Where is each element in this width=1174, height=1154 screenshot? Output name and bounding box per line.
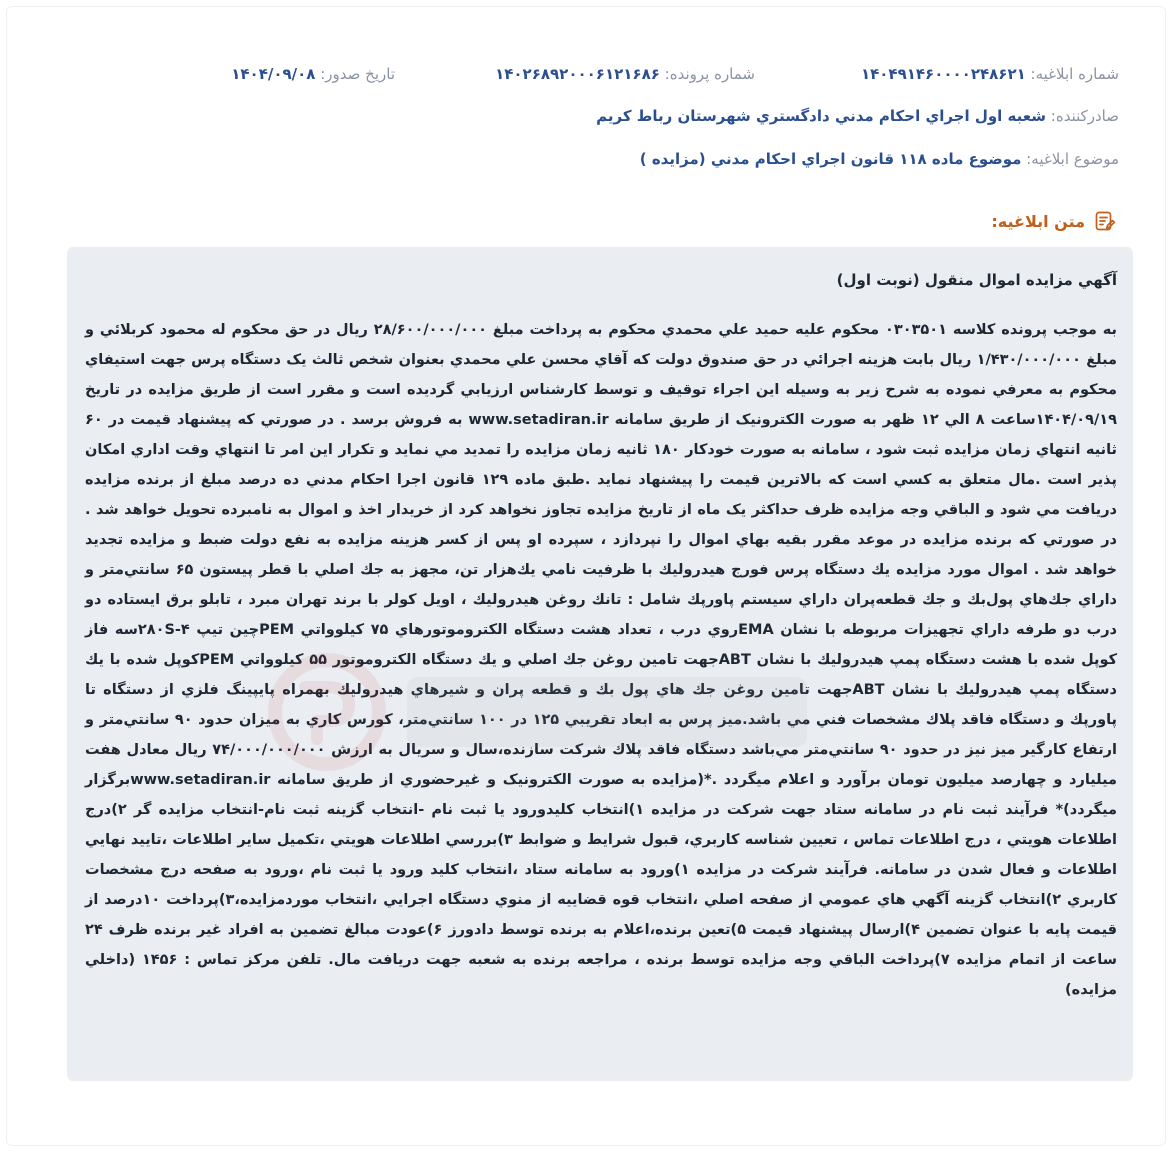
notice-number-field xyxy=(861,65,1119,83)
issue-date-field xyxy=(231,65,395,83)
case-number-field xyxy=(495,65,755,83)
notice-number-label: شماره ابلاغيه: xyxy=(1030,65,1119,83)
notice-title: آگهي مزايده اموال منقول (نوبت اول) xyxy=(836,271,1117,289)
subject-field xyxy=(640,150,1119,168)
notice-number-value: ۱۴۰۴۹۱۴۶۰۰۰۰۲۴۸۶۲۱ xyxy=(860,65,1026,83)
notice-body-panel xyxy=(67,247,1133,1081)
issuer-value: شعبه اول اجراي احکام مدني دادگستري شهرستان رباط کريم xyxy=(596,107,1046,125)
case-number-value: ۱۴۰۲۶۸۹۲۰۰۰۶۱۲۱۶۸۶ xyxy=(495,65,660,83)
subject-value: موضوع ماده ۱۱۸ قانون اجراي احکام مدني (مزايده ) xyxy=(639,150,1022,168)
issue-date-value: ۱۴۰۴/۰۹/۰۸ xyxy=(231,65,316,83)
notice-body-text: به موجب پرونده کلاسه ۰۳۰۳۵۰۱ محکوم عليه حميد علي محمدي محکوم به پرداخت مبلغ ۲۸/۶۰۰/۰۰۰/۰۰۰ ريال در حق محکوم له محمود کربلائي و مبلغ ۱/۴۳۰/۰۰۰/۰۰۰ ريال بابت هزينه اجرائي در حق صندوق دولت که آقاي محسن علي محمدي بعنوان شخص ثالث يک دستگاه پرس جهت استيفاي محکوم به معرفي نموده به شرح زير به وسيله اين اجراء توقيف و توسط کارشناس ارزيابي گرديده است و مقرر است از طريق مزايده در تاريخ ۱۴۰۴/۰۹/۱۹ساعت ۸ الي ۱۲ ظهر به صورت الکترونيک از طريق سامانه www.setadiran.ir به فروش برسد . در صورتي که پيشنهاد قيمت در ۶۰ ثانيه انتهاي زمان مزايده ثبت شود ، سامانه به صورت خودکار ۱۸۰ ثانيه زمان مزايده را تمديد مي نمايد و تکرار اين امر تا انتهاي وقت اداري امکان پذير است .مال متعلق به کسي است که بالاترين قيمت را پيشنهاد نمايد .طبق ماده ۱۲۹ قانون اجرا احکام مدني ده درصد مبلغ از برنده مزايده دريافت مي شود و الباقي وجه مزايده ظرف حداکثر يک ماه از تاريخ مزايده تجاوز نخواهد کرد از خريدار اخذ و اموال به نامبرده تحويل خواهد شد . در صورتي که برنده مزايده در موعد مقرر بقيه بهاي اموال را نپردازد ، سپرده او پس از کسر هزينه مزايده به نفع دولت ضبط و مزايده تجديد خواهد شد . اموال مورد مزايده يك دستگاه پرس فورج هيدروليك با ظرفيت نامي يك‌هزار تن، مجهز به جك اصلي با قطر پيستون ۶۵ سانتي‌متر و داراي جك‌هاي پول‌بك و جك قطعه‌پران داراي سيستم پاورپك شامل : تانك روغن هيدروليك ، اويل كولر با برند تهران مبرد ، تابلو برق ايستاده دو درب دو طرفه داراي تجهيزات مربوطه با نشان EMAروي درب ، تعداد هشت دستگاه الكتروموتورهاي ۷۵ كيلوواتي PEMچين تيپ ۲۸۰S-۴سه فاز كوپل شده با هشت دستگاه پمپ هيدروليك با نشان ABTجهت تامين روغن جك اصلي و يك دستگاه الكتروموتور ۵۵ كيلوواتي PEMكوپل شده با يك دستگاه پمپ هيدروليك با نشان ABTجهت تامين روغن جك هاي پول بك و قطعه پران و شيرهاي هيدروليك بهمراه پايپينگ فلزي از دستگاه تا پاورپك و دستگاه فاقد پلاك مشخصات فني مي باشد.ميز پرس به ابعاد تقريبي ۱۲۵ در ۱۰۰ سانتي‌متر، كورس كاري به ميزان حدود ۹۰ سانتي‌متر و ارتفاع كارگير ميز نيز در حدود ۹۰ سانتي‌متر مي‌باشد دستگاه فاقد پلاك شركت سازنده،سال و سريال به ارزش ۷۴/۰۰۰/۰۰۰/۰۰۰ ريال معادل هفت ميليارد و چهارصد ميليون تومان برآورد و اعلام ميگردد .*(مزايده به صورت الکترونيک و غيرحضوري از طريق سامانه www.setadiran.irبرگزار ميگردد)* فرآيند ثبت نام در سامانه ستاد جهت شرکت در مزايده ۱)انتخاب کليدورود يا ثبت نام -انتخاب گزينه ثبت نام-انتخاب مزايده گر ۲)درج اطلاعات هويتي ، درج اطلاعات تماس ، تعيين شناسه کاربري، قبول شرايط و ضوابط ۳)بررسي اطلاعات هويتي ،تکميل ساير اطلاعات ،تاييد نهايي اطلاعات و فعال شدن در سامانه. فرآيند شرکت در مزايده ۱)ورود به سامانه ستاد ،انتخاب کليد ورود يا ثبت نام ،ورود به صفحه درج مشخصات کاربري ۲)انتخاب گزينه آگهي هاي عمومي از صفحه اصلي ،انتخاب قوه قضاييه از منوي دستگاه اجرايي ،انتخاب موردمزايده،۳)پرداخت ۱۰درصد از قيمت پايه با عنوان تضمين ۴)ارسال پيشنهاد قيمت ۵)تعين برنده،اعلام به برنده توسط دادورز ۶)عودت مبالغ تضمين به افراد غير برنده ظرف ۲۴ ساعت از اتمام مزايده ۷)پرداخت الباقي وجه مزايده توسط برنده ، مراجعه برنده به شعبه جهت دريافت مال. تلفن مرکز تماس : ۱۴۵۶ (داخلي مزايده) xyxy=(85,322,1118,998)
issuer-field xyxy=(596,107,1119,125)
document-edit-icon xyxy=(1093,209,1117,233)
case-number-label: شماره پرونده: xyxy=(664,65,755,83)
issue-date-label: تاريخ صدور: xyxy=(320,65,395,83)
subject-label: موضوع ابلاغيه: xyxy=(1026,150,1119,168)
issuer-label: صادرکننده: xyxy=(1050,107,1119,125)
notice-card xyxy=(6,6,1166,1146)
notice-text-heading-label: متن ابلاغيه: xyxy=(991,211,1085,231)
notice-text-heading xyxy=(991,207,1117,235)
